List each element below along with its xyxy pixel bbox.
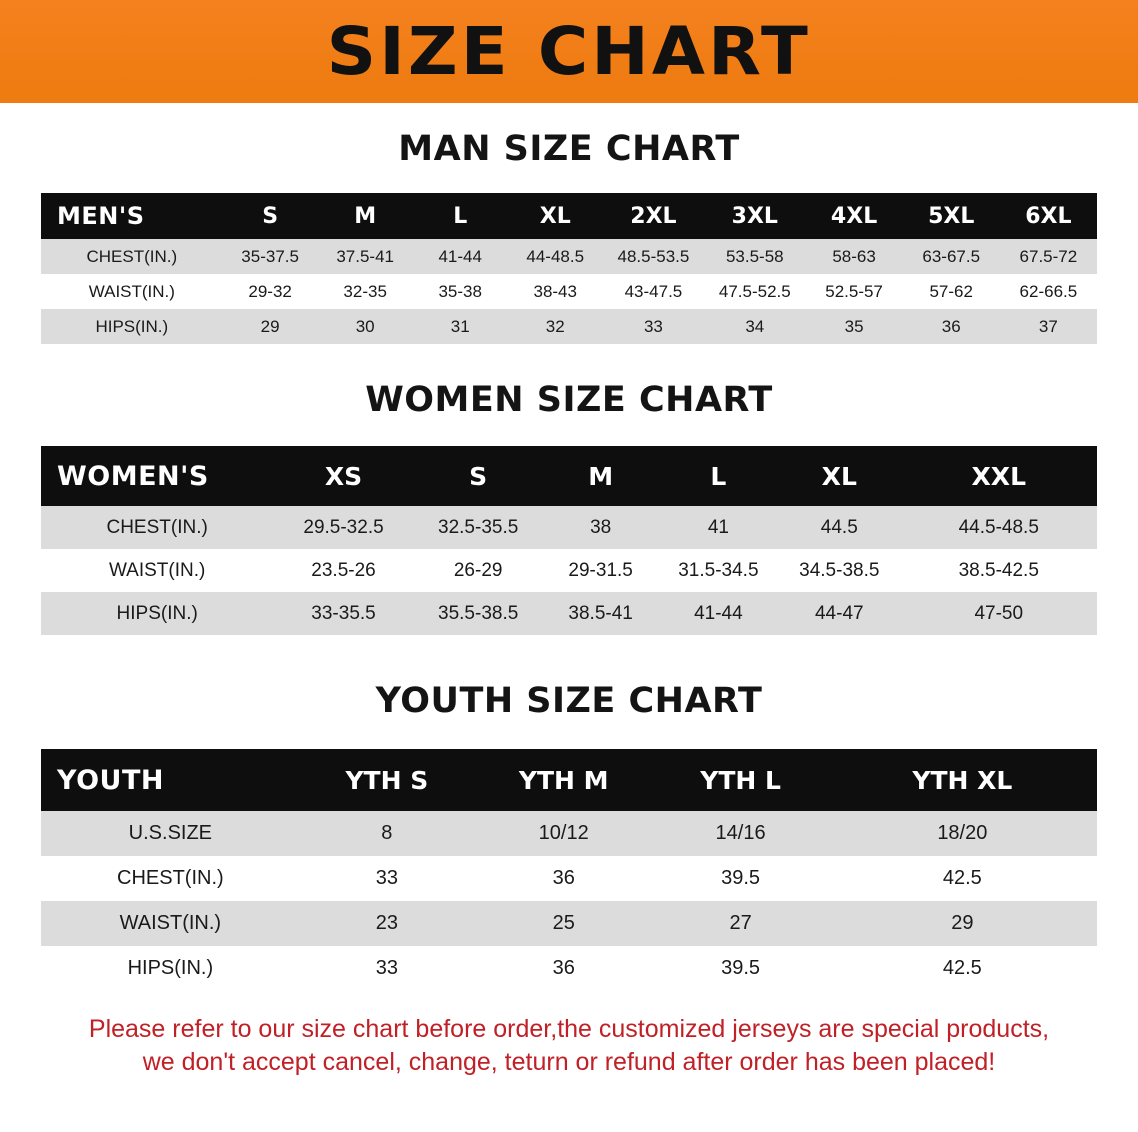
table-cell: 25 — [474, 901, 654, 946]
row-label: U.S.SIZE — [41, 811, 300, 856]
table-cell: 47.5-52.5 — [704, 274, 805, 309]
women-size-chart-title: WOMEN SIZE CHART — [365, 380, 773, 420]
table-cell: 35-37.5 — [223, 239, 318, 274]
table-cell: 29-32 — [223, 274, 318, 309]
row-label: WAIST(IN.) — [41, 274, 223, 309]
table-cell: 14/16 — [653, 811, 827, 856]
column-header: 6XL — [1000, 193, 1097, 239]
table-cell: 38-43 — [508, 274, 603, 309]
table-cell: 52.5-57 — [806, 274, 903, 309]
youth-size-chart-table — [41, 749, 1097, 991]
table-header-row — [41, 749, 1097, 811]
table-cell: 41-44 — [413, 239, 508, 274]
column-header: YTH M — [474, 749, 654, 811]
table-cell: 23.5-26 — [273, 549, 413, 592]
row-label: HIPS(IN.) — [41, 592, 273, 635]
table-cell: 18/20 — [828, 811, 1097, 856]
column-header: S — [223, 193, 318, 239]
row-label: WAIST(IN.) — [41, 549, 273, 592]
table-cell: 67.5-72 — [1000, 239, 1097, 274]
man-size-chart-table-wrap — [41, 193, 1097, 344]
column-header: 5XL — [903, 193, 1000, 239]
column-header: L — [659, 446, 778, 506]
column-header: XL — [508, 193, 603, 239]
table-cell: 10/12 — [474, 811, 654, 856]
row-label: CHEST(IN.) — [41, 506, 273, 549]
table-cell: 38.5-42.5 — [901, 549, 1097, 592]
column-header: YTH XL — [828, 749, 1097, 811]
youth-size-chart-title: YOUTH SIZE CHART — [375, 681, 763, 721]
table-cell: 8 — [300, 811, 474, 856]
table-cell: 33 — [300, 946, 474, 991]
table-cell: 33 — [603, 309, 704, 344]
table-cell: 39.5 — [653, 856, 827, 901]
table-row — [41, 946, 1097, 991]
table-row — [41, 811, 1097, 856]
table-cell: 43-47.5 — [603, 274, 704, 309]
column-header: 4XL — [806, 193, 903, 239]
table-cell: 35-38 — [413, 274, 508, 309]
table-cell: 31 — [413, 309, 508, 344]
table-cell: 37 — [1000, 309, 1097, 344]
policy-note-line-1: Please refer to our size chart before order,the customized jerseys are special products, — [88, 1015, 1050, 1043]
column-header: 2XL — [603, 193, 704, 239]
table-cell: 29.5-32.5 — [273, 506, 413, 549]
column-header: XS — [273, 446, 413, 506]
policy-note — [39, 1013, 1099, 1079]
table-cell: 36 — [474, 856, 654, 901]
table-cell: 41 — [659, 506, 778, 549]
table-row — [41, 274, 1097, 309]
table-cell: 33-35.5 — [273, 592, 413, 635]
table-cell: 39.5 — [653, 946, 827, 991]
table-cell: 23 — [300, 901, 474, 946]
table-cell: 29 — [223, 309, 318, 344]
man-size-chart-table — [41, 193, 1097, 344]
table-cell: 30 — [318, 309, 413, 344]
table-cell: 42.5 — [828, 856, 1097, 901]
column-header: MEN'S — [41, 193, 223, 239]
women-size-chart-table — [41, 446, 1097, 635]
table-cell: 38.5-41 — [543, 592, 659, 635]
policy-note-line-2: we don't accept cancel, change, teturn or refund after order has been placed! — [142, 1048, 996, 1076]
table-row — [41, 506, 1097, 549]
table-cell: 27 — [653, 901, 827, 946]
table-cell: 32.5-35.5 — [414, 506, 543, 549]
table-cell: 35.5-38.5 — [414, 592, 543, 635]
women-size-chart-table-wrap — [41, 446, 1097, 635]
table-cell: 36 — [903, 309, 1000, 344]
youth-size-chart-table-wrap — [41, 749, 1097, 991]
size-chart-banner — [0, 0, 1138, 103]
table-cell: 42.5 — [828, 946, 1097, 991]
row-label: CHEST(IN.) — [41, 856, 300, 901]
column-header: M — [318, 193, 413, 239]
table-row — [41, 856, 1097, 901]
table-row — [41, 239, 1097, 274]
row-label: HIPS(IN.) — [41, 309, 223, 344]
table-cell: 32 — [508, 309, 603, 344]
table-cell: 41-44 — [659, 592, 778, 635]
table-cell: 31.5-34.5 — [659, 549, 778, 592]
table-row — [41, 592, 1097, 635]
table-row — [41, 309, 1097, 344]
table-row — [41, 901, 1097, 946]
table-row — [41, 549, 1097, 592]
table-cell: 47-50 — [901, 592, 1097, 635]
table-cell: 29-31.5 — [543, 549, 659, 592]
table-cell: 37.5-41 — [318, 239, 413, 274]
table-cell: 26-29 — [414, 549, 543, 592]
table-cell: 58-63 — [806, 239, 903, 274]
column-header: YTH S — [300, 749, 474, 811]
table-cell: 34 — [704, 309, 805, 344]
table-header-row — [41, 446, 1097, 506]
row-label: WAIST(IN.) — [41, 901, 300, 946]
table-cell: 32-35 — [318, 274, 413, 309]
row-label: CHEST(IN.) — [41, 239, 223, 274]
column-header: WOMEN'S — [41, 446, 273, 506]
table-cell: 44.5-48.5 — [901, 506, 1097, 549]
column-header: XL — [778, 446, 900, 506]
table-cell: 34.5-38.5 — [778, 549, 900, 592]
table-cell: 33 — [300, 856, 474, 901]
column-header: M — [543, 446, 659, 506]
table-header-row — [41, 193, 1097, 239]
column-header: L — [413, 193, 508, 239]
table-cell: 36 — [474, 946, 654, 991]
column-header: 3XL — [704, 193, 805, 239]
table-cell: 63-67.5 — [903, 239, 1000, 274]
column-header: XXL — [901, 446, 1097, 506]
man-size-chart-title: MAN SIZE CHART — [398, 129, 740, 169]
table-cell: 29 — [828, 901, 1097, 946]
column-header: YTH L — [653, 749, 827, 811]
column-header: YOUTH — [41, 749, 300, 811]
table-cell: 44-48.5 — [508, 239, 603, 274]
table-cell: 57-62 — [903, 274, 1000, 309]
column-header: S — [414, 446, 543, 506]
row-label: HIPS(IN.) — [41, 946, 300, 991]
table-cell: 48.5-53.5 — [603, 239, 704, 274]
table-cell: 53.5-58 — [704, 239, 805, 274]
table-cell: 44-47 — [778, 592, 900, 635]
table-cell: 35 — [806, 309, 903, 344]
page-title: SIZE CHART — [326, 12, 812, 90]
table-cell: 44.5 — [778, 506, 900, 549]
table-cell: 38 — [543, 506, 659, 549]
table-cell: 62-66.5 — [1000, 274, 1097, 309]
